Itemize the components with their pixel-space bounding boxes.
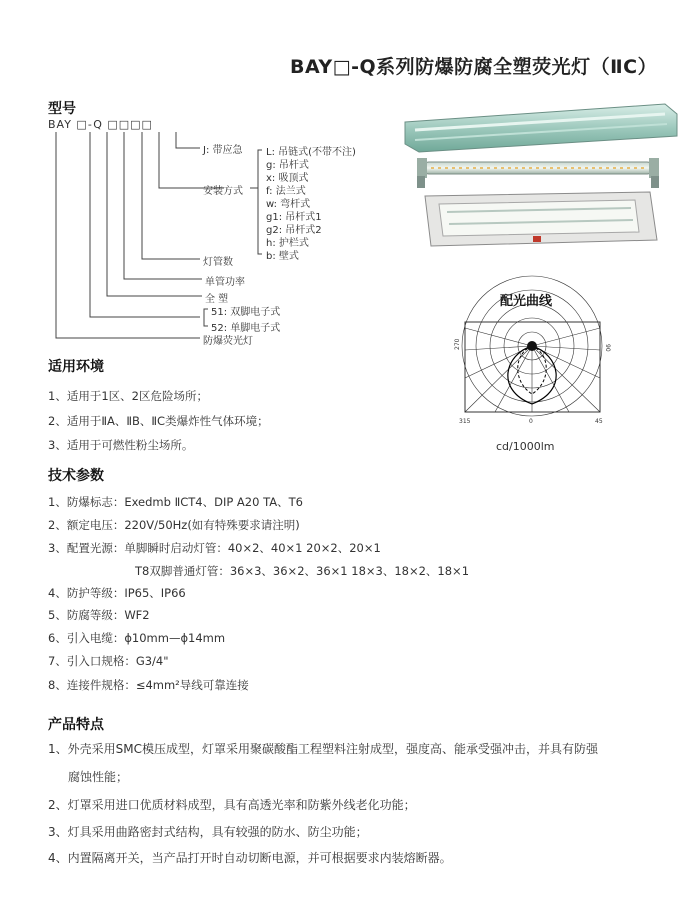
photometric-diagram (455, 320, 610, 430)
model-heading: 型号 (48, 101, 76, 117)
env-item: 2、适用于ⅡA、ⅡB、ⅡC类爆炸性气体环境； (48, 414, 269, 428)
emergency-label: J: 带应急 (203, 145, 243, 156)
feature-item: 1、外壳采用SMC模压成型，灯罩采用聚碳酸酯工程塑料注射成型，强度高、能承受强冲击，并具有防强 (48, 742, 598, 756)
install-type-item: g2: 吊杆式2 (266, 225, 322, 236)
angle-label: 0 (529, 418, 533, 425)
angle-label: 90 (604, 344, 611, 352)
env-heading: 适用环境 (48, 359, 104, 375)
ballast-52: 52: 单脚电子式 (211, 323, 281, 334)
photometric-unit: cd/1000lm (496, 440, 555, 453)
fixture-recessed-photo (425, 192, 657, 246)
power-label: 单管功率 (205, 277, 245, 288)
fixture-ceiling-photo (405, 104, 677, 152)
env-item: 1、适用于1区、2区危险场所； (48, 389, 208, 403)
tech-item: 1、防爆标志：Exedmb ⅡCT4、DIP A20 TA、T6 (48, 495, 303, 509)
env-item: 3、适用于可燃性粉尘场所。 (48, 438, 194, 452)
install-type-item: x: 吸顶式 (266, 173, 309, 184)
feature-item-cont: 腐蚀性能； (68, 770, 129, 784)
tech-item: 6、引入电缆：ϕ10mm—ϕ14mm (48, 631, 226, 645)
tech-item: 3、配置光源：单脚瞬时启动灯管：40×2、40×1 20×2、20×1 (48, 541, 381, 555)
ballast-51: 51: 双脚电子式 (211, 307, 281, 318)
install-type-item: g1: 吊杆式1 (266, 212, 322, 223)
install-type-item: L: 吊链式(不带不注) (266, 147, 356, 158)
feature-item: 3、灯具采用曲路密封式结构，具有较强的防水、防尘功能； (48, 825, 368, 839)
install-type-item: w: 弯杆式 (266, 199, 311, 210)
lamp-label: 防爆荧光灯 (203, 336, 253, 347)
tech-item: 4、防护等级：IP65、IP66 (48, 586, 186, 600)
install-type-item: f: 法兰式 (266, 186, 306, 197)
tech-heading: 技术参数 (48, 468, 104, 484)
tech-item: T8双脚普通灯管：36×3、36×2、36×1 18×3、18×2、18×1 (135, 564, 470, 578)
photometric-heading: 配光曲线 (500, 294, 553, 309)
plastic-label: 全 塑 (205, 294, 229, 305)
install-label: 安装方式 (203, 186, 243, 197)
model-code: BAY □-Q □□□□ (48, 118, 153, 131)
feature-item: 4、内置隔离开关，当产品打开时自动切断电源，并可根据要求内装熔断器。 (48, 851, 452, 865)
page-title: BAY□-Q系列防爆防腐全塑荧光灯（ⅡC） (290, 56, 658, 78)
tech-item: 7、引入口规格：G3/4" (48, 654, 169, 668)
install-type-item: h: 护栏式 (266, 238, 309, 249)
tech-item: 2、额定电压：220V/50Hz(如有特殊要求请注明) (48, 518, 300, 532)
product-photos (395, 100, 685, 250)
angle-label: 315 (459, 418, 471, 425)
tech-item: 8、连接件规格：≤4mm²导线可靠连接 (48, 678, 249, 692)
tubes-label: 灯管数 (203, 257, 233, 268)
install-type-item: g: 吊杆式 (266, 160, 309, 171)
features-heading: 产品特点 (48, 717, 104, 733)
fixture-tube-photo (417, 158, 659, 188)
feature-item: 2、灯罩采用进口优质材料成型，具有高透光率和防紫外线老化功能； (48, 798, 416, 812)
angle-label: 270 (454, 338, 461, 350)
tech-item: 5、防腐等级：WF2 (48, 608, 150, 622)
install-type-item: b: 壁式 (266, 251, 299, 262)
angle-label: 45 (595, 418, 603, 425)
